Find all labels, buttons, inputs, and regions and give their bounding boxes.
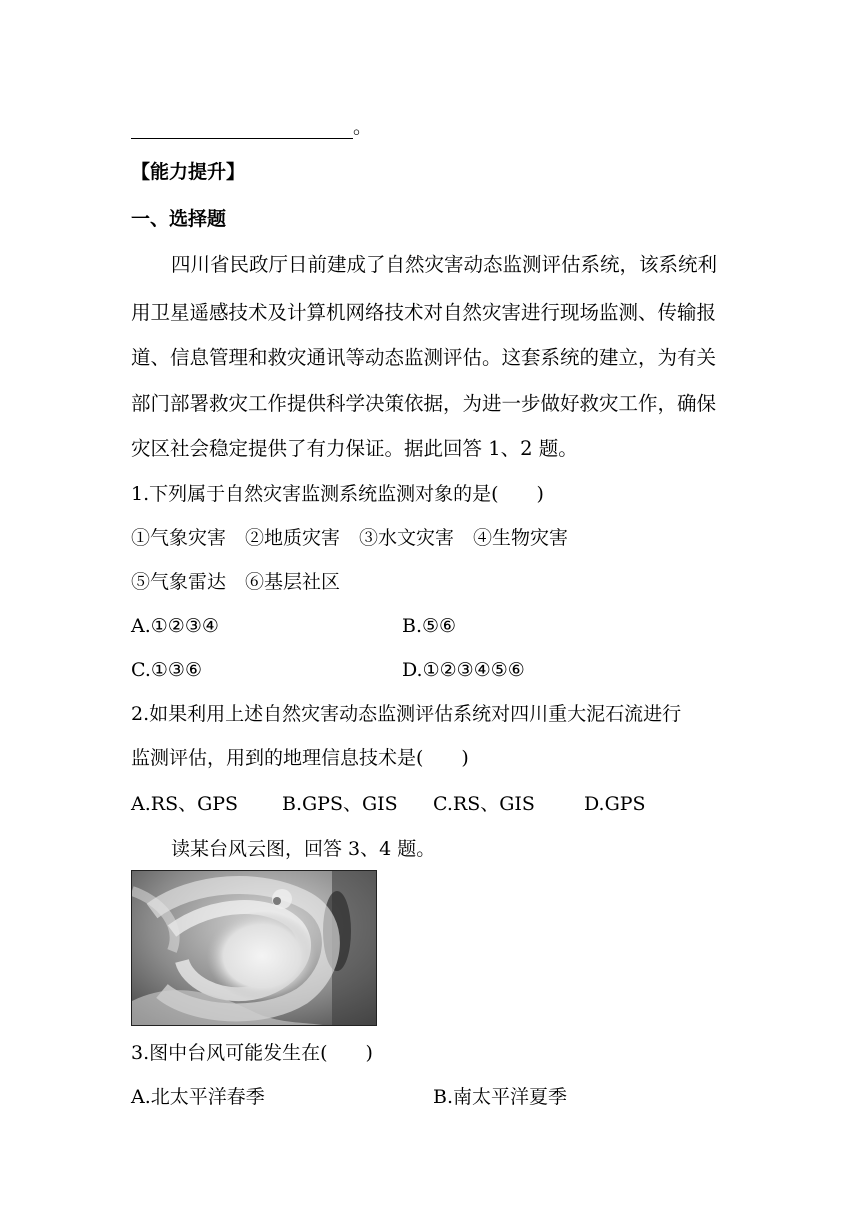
question-1-option-d: D.①②③④⑤⑥ [402, 659, 525, 681]
intro-questions-3-4: 读某台风云图，回答 3、4 题。 [171, 838, 436, 860]
question-2-stem-line-1: 2.如果利用上述自然灾害动态监测评估系统对四川重大泥石流进行 [131, 703, 682, 725]
question-1-stem: 1.下列属于自然灾害监测系统监测对象的是( ) [131, 483, 544, 505]
section-heading: 【能力提升】 [131, 161, 246, 183]
question-3-option-b: B.南太平洋夏季 [433, 1086, 568, 1108]
passage-line-3: 道、信息管理和救灾通讯等动态监测评估。这套系统的建立，为有关 [131, 346, 717, 369]
subsection-heading: 一、选择题 [131, 208, 227, 230]
question-1-option-b: B.⑤⑥ [402, 615, 457, 637]
question-1-option-c: C.①③⑥ [131, 659, 202, 681]
question-3-option-a: A.北太平洋春季 [131, 1086, 265, 1108]
question-2-option-a: A.RS、GPS [131, 793, 239, 815]
question-1-items-line-2: ⑤气象雷达 ⑥基层社区 [131, 571, 341, 593]
typhoon-satellite-image [131, 870, 377, 1026]
question-2-option-b: B.GPS、GIS [282, 793, 398, 815]
question-1-items-line-1: ①气象灾害 ②地质灾害 ③水文灾害 ④生物灾害 [131, 527, 569, 549]
passage-line-2: 用卫星遥感技术及计算机网络技术对自然灾害进行现场监测、传输报 [131, 301, 717, 324]
question-2-option-d: D.GPS [584, 793, 646, 815]
typhoon-cloud-icon [132, 871, 377, 1026]
question-2-option-c: C.RS、GIS [433, 793, 535, 815]
question-2-stem-line-2: 监测评估，用到的地理信息技术是( ) [131, 747, 469, 769]
blank-underline [131, 120, 353, 139]
passage-line-4: 部门部署救灾工作提供科学决策依据，为进一步做好救灾工作，确保 [131, 392, 717, 415]
blank-suffix: 。 [353, 116, 373, 138]
question-3-stem: 3.图中台风可能发生在( ) [131, 1042, 373, 1064]
fill-in-blank [131, 112, 372, 139]
passage-line-5: 灾区社会稳定提供了有力保证。据此回答 1、2 题。 [131, 437, 578, 460]
passage-line-1: 四川省民政厅日前建成了自然灾害动态监测评估系统，该系统利 [171, 253, 718, 276]
question-1-option-a: A.①②③④ [131, 615, 219, 637]
